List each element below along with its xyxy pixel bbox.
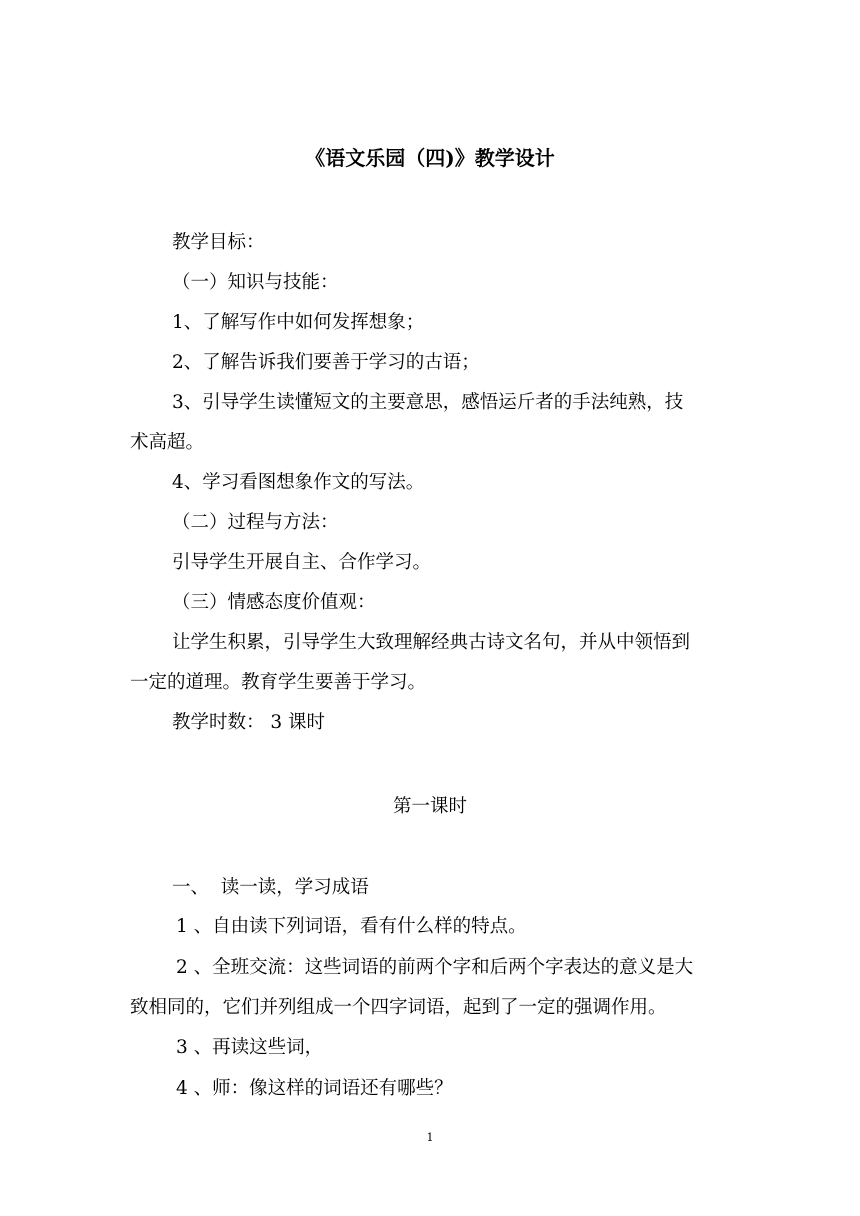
section-process-heading: （二）过程与方法： xyxy=(172,512,339,533)
lesson-heading: 第一课时 xyxy=(392,796,467,817)
step-2-line-2: 致相同的，它们并列组成一个四字词语，起到了一定的强调作用。 xyxy=(130,997,667,1018)
goals-heading: 教学目标： xyxy=(172,232,265,253)
step-3: 3 、再读这些词， xyxy=(176,1037,324,1058)
section-knowledge-heading: （一）知识与技能： xyxy=(172,272,339,293)
part-1-heading: 一、 读一读，学习成语 xyxy=(172,877,369,898)
section-values-heading: （三）情感态度价值观： xyxy=(172,592,376,613)
teaching-hours: 教学时数： 3 课时 xyxy=(172,712,326,733)
goal-item-3-line-1: 3、引导学生读懂短文的主要意思，感悟运斤者的手法纯熟，技 xyxy=(172,392,684,413)
step-1: 1 、自由读下列词语，看有什么样的特点。 xyxy=(176,916,527,937)
step-4: 4 、师：像这样的词语还有哪些？ xyxy=(176,1078,453,1099)
document-title: 《语文乐园（四)》教学设计 xyxy=(305,146,555,170)
goal-item-2: 2、了解告诉我们要善于学习的古语； xyxy=(172,352,480,373)
step-2-line-1: 2 、全班交流：这些词语的前两个字和后两个字表达的意义是大 xyxy=(176,957,694,978)
goal-item-4: 4、学习看图想象作文的写法。 xyxy=(172,472,425,493)
page-number: 1 xyxy=(426,1131,434,1144)
section-process-text: 引导学生开展自主、合作学习。 xyxy=(172,552,432,573)
section-values-line-1: 让学生积累，引导学生大致理解经典古诗文名句，并从中领悟到 xyxy=(172,632,691,653)
section-values-line-2: 一定的道理。教育学生要善于学习。 xyxy=(130,672,427,693)
goal-item-3-line-2: 术高超。 xyxy=(130,432,205,453)
goal-item-1: 1、了解写作中如何发挥想象； xyxy=(172,312,425,333)
